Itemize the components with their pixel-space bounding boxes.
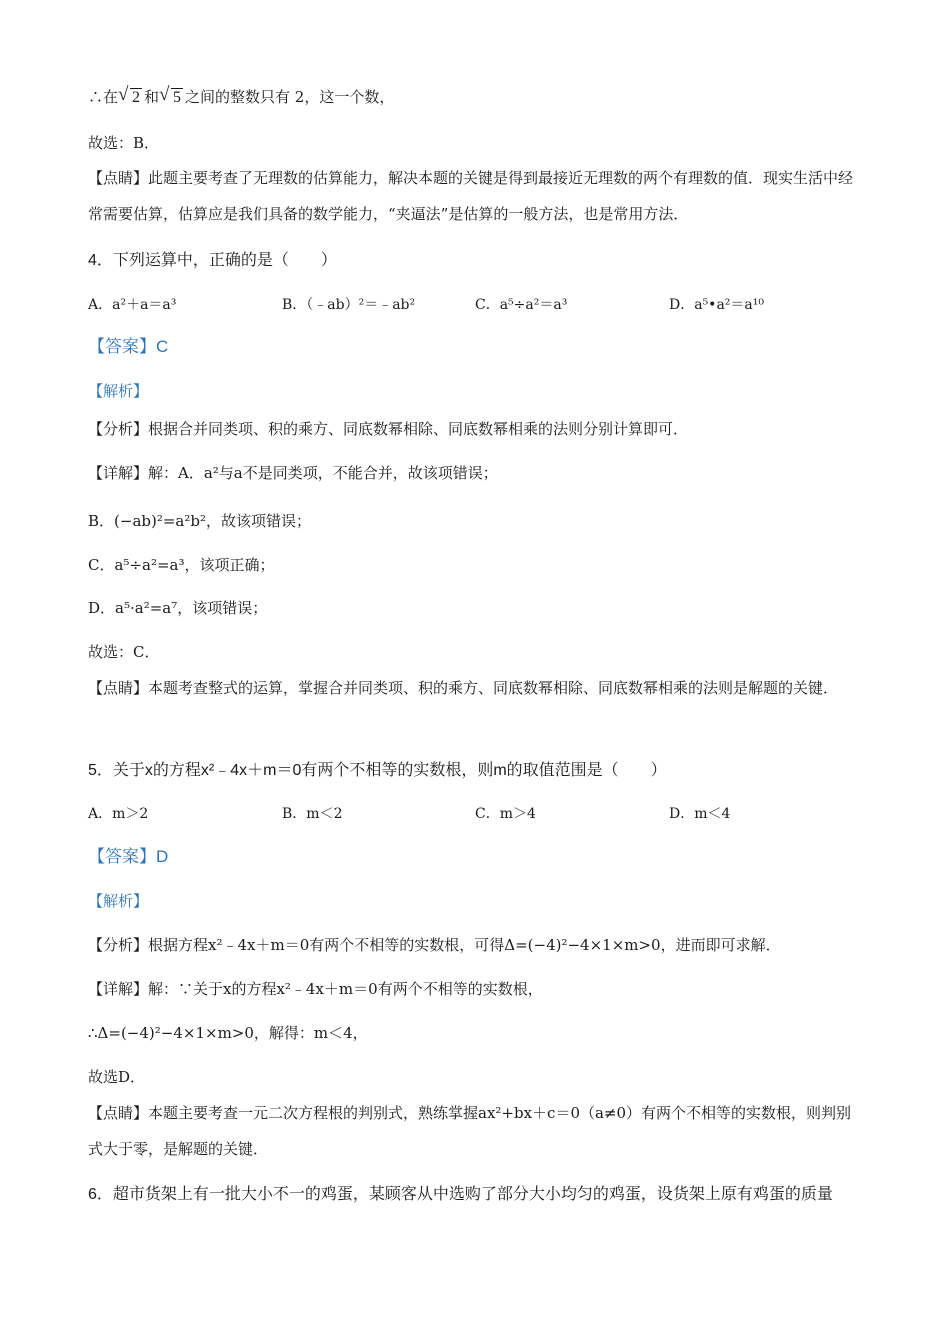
question-5: 5．关于x的方程x²﹣4x＋m＝0有两个不相等的实数根，则m的取值范围是（ ） [88,762,667,779]
q4-detail-a: 【详解】解：A．a²与a不是同类项，不能合并，故该项错误； [88,464,498,482]
q4-option-a: A．a²＋a＝a³ [88,297,177,313]
q5-option-a: A．m＞2 [88,806,149,822]
q4-option-c: C．a⁵÷a²＝a³ [475,297,568,313]
dianjing-3: 【点睛】此题主要考查了无理数的估算能力，解决本题的关键是得到最接近无理数的两个有理数的值．现实生活中经常需要估算，估算应是我们具备的数学能力，“夹逼法”是估算的一般方法，也是常用方法． [88,169,854,223]
q4-detail-d: D．a⁵·a²=a⁷，该项错误； [88,599,268,617]
q4-detail-c: C．a⁵÷a²=a³，该项正确； [88,556,275,574]
q4-guxuan: 故选：C． [88,643,160,661]
q4-jiexi: 【解析】 [88,382,149,400]
question-4: 4．下列运算中，正确的是（ ） [88,252,337,269]
q4-option-d: D．a⁵•a²＝a¹⁰ [669,297,764,313]
q5-option-d: D．m＜4 [669,806,731,822]
q5-answer: 【答案】D [88,847,169,866]
q5-option-b: B．m＜2 [282,806,343,822]
q5-fenxi: 【分析】根据方程x²﹣4x＋m＝0有两个不相等的实数根，可得Δ=(−4)²−4×1×m>0，进而即可求解． [88,936,781,954]
text-line-2: 故选：B． [88,134,160,152]
q4-answer: 【答案】C [88,337,169,356]
q5-guxuan: 故选D． [88,1068,146,1086]
q4-fenxi: 【分析】根据合并同类项、积的乘方、同底数幂相除、同底数幂相乘的法则分别计算即可． [88,420,689,438]
q5-step: ∴Δ=(−4)²−4×1×m>0，解得：m＜4， [88,1024,368,1042]
q4-detail-b: B．(−ab)²=a²b²，故该项错误； [88,512,311,530]
question-6: 6．超市货架上有一批大小不一的鸡蛋，某顾客从中选购了部分大小均匀的鸡蛋，设货架上原有鸡蛋的质量 [88,1186,833,1203]
q4-option-b: B．（﹣ab）²＝﹣ab² [282,297,416,313]
q5-jiexi: 【解析】 [88,892,149,910]
q4-dianjing: 【点睛】本题考查整式的运算，掌握合并同类项、积的乘方、同底数幂相除、同底数幂相乘的法则是解题的关键． [88,679,839,697]
q5-dianjing: 【点睛】本题主要考查一元二次方程根的判别式，熟练掌握ax²+bx＋c＝0（a≠0）有两个不相等的实数根，则判别式大于零，是解题的关键． [88,1104,852,1158]
text-line-1: ∴在√ 2 和√ 5 之间的整数只有 2，这一个数， [88,86,394,109]
q5-detail: 【详解】解：∵关于x的方程x²﹣4x＋m＝0有两个不相等的实数根， [88,980,543,998]
q5-option-c: C．m＞4 [475,806,536,822]
